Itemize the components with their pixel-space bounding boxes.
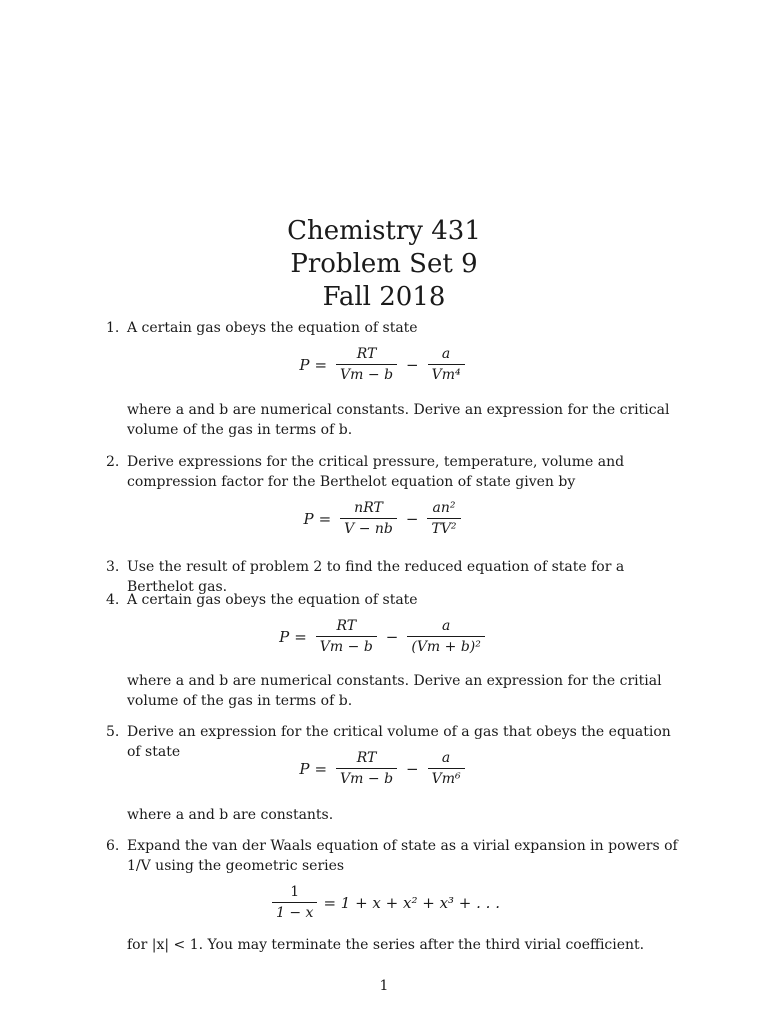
problem-5-after: where a and b are constants. [127, 807, 334, 823]
problem-6-intro: Expand the van der Waals equation of state as a virial expansion in powers of 1/V using the geometric series [127, 838, 678, 874]
problem-4-intro: A certain gas obeys the equation of state [127, 592, 418, 608]
eq-term-2: $\frac{a}{\text{(Vm + b)²}}$ [407, 618, 485, 655]
problem-2-equation: P = $\frac{\text{nRT}}{V - nb}$ − $\frac{\text{an²}}{\text{TV²}}$ [0, 500, 768, 537]
problem-set-title: Problem Set 9 [290, 249, 478, 279]
eq-term-1: $\frac{\text{nRT}}{V - nb}$ [340, 500, 397, 537]
problem-5-intro: Derive an expression for the critical volume of a gas that obeys the equation of state [127, 724, 671, 760]
problem-3-number: 3. [106, 559, 120, 575]
problem-2-number: 2. [106, 454, 120, 470]
problem-2-intro: Derive expressions for the critical pressure, temperature, volume and compression factor for the Berthelot equation of state given by [127, 454, 625, 490]
problem-4-equation: P = $\frac{RT}{Vm - b}$ − $\frac{a}{\text{(Vm + b)²}}$ [0, 618, 768, 655]
problem-6-equation [0, 884, 768, 921]
problem-4-after: where a and b are numerical constants. Derive an expression for the critial volume of the gas in terms of b. [127, 673, 662, 709]
course-title: Chemistry 431 [287, 216, 481, 246]
problem-6-after: for |x| < 1. You may terminate the series after the third virial coefficient. [127, 937, 645, 953]
eq-term-1: $\frac{RT}{Vm - b}$ [336, 346, 397, 383]
eq-term-1: $\frac{RT}{Vm - b}$ [336, 750, 397, 787]
problem-5-equation: P = $\frac{RT}{Vm - b}$ − $\frac{a}{\text{Vm⁶}}$ [0, 750, 768, 787]
problem-6-number: 6. [106, 838, 120, 854]
problem-3-intro: Use the result of problem 2 to find the reduced equation of state for a Berthelot gas. [127, 559, 625, 595]
eq-series: = 1 + x + x² + x³ + . . . [323, 893, 500, 912]
eq-term-2: $\frac{a}{\text{Vm⁴}}$ [428, 346, 465, 383]
problem-1-equation: P = $\frac{RT}{Vm - b}$ − $\frac{a}{\text{Vm⁴}}$ [0, 346, 768, 383]
problem-5-number: 5. [106, 724, 120, 740]
eq-term-2: $\frac{a}{\text{Vm⁶}}$ [428, 750, 465, 787]
eq-lhs: P [299, 355, 310, 374]
problem-1-number: 1. [106, 320, 120, 336]
problem-1-after: where a and b are numerical constants. Derive an expression for the critical volume of the gas in terms of b. [127, 402, 670, 438]
eq-fraction: $\frac{1}{1 - x}$ [272, 884, 317, 921]
problem-4-number: 4. [106, 592, 120, 608]
eq-term-2: $\frac{\text{an²}}{\text{TV²}}$ [427, 500, 460, 537]
term-title: Fall 2018 [322, 282, 446, 312]
problem-1-intro: A certain gas obeys the equation of state [127, 320, 418, 336]
eq-term-1: $\frac{RT}{Vm - b}$ [316, 618, 377, 655]
page-number: 1 [379, 978, 389, 994]
